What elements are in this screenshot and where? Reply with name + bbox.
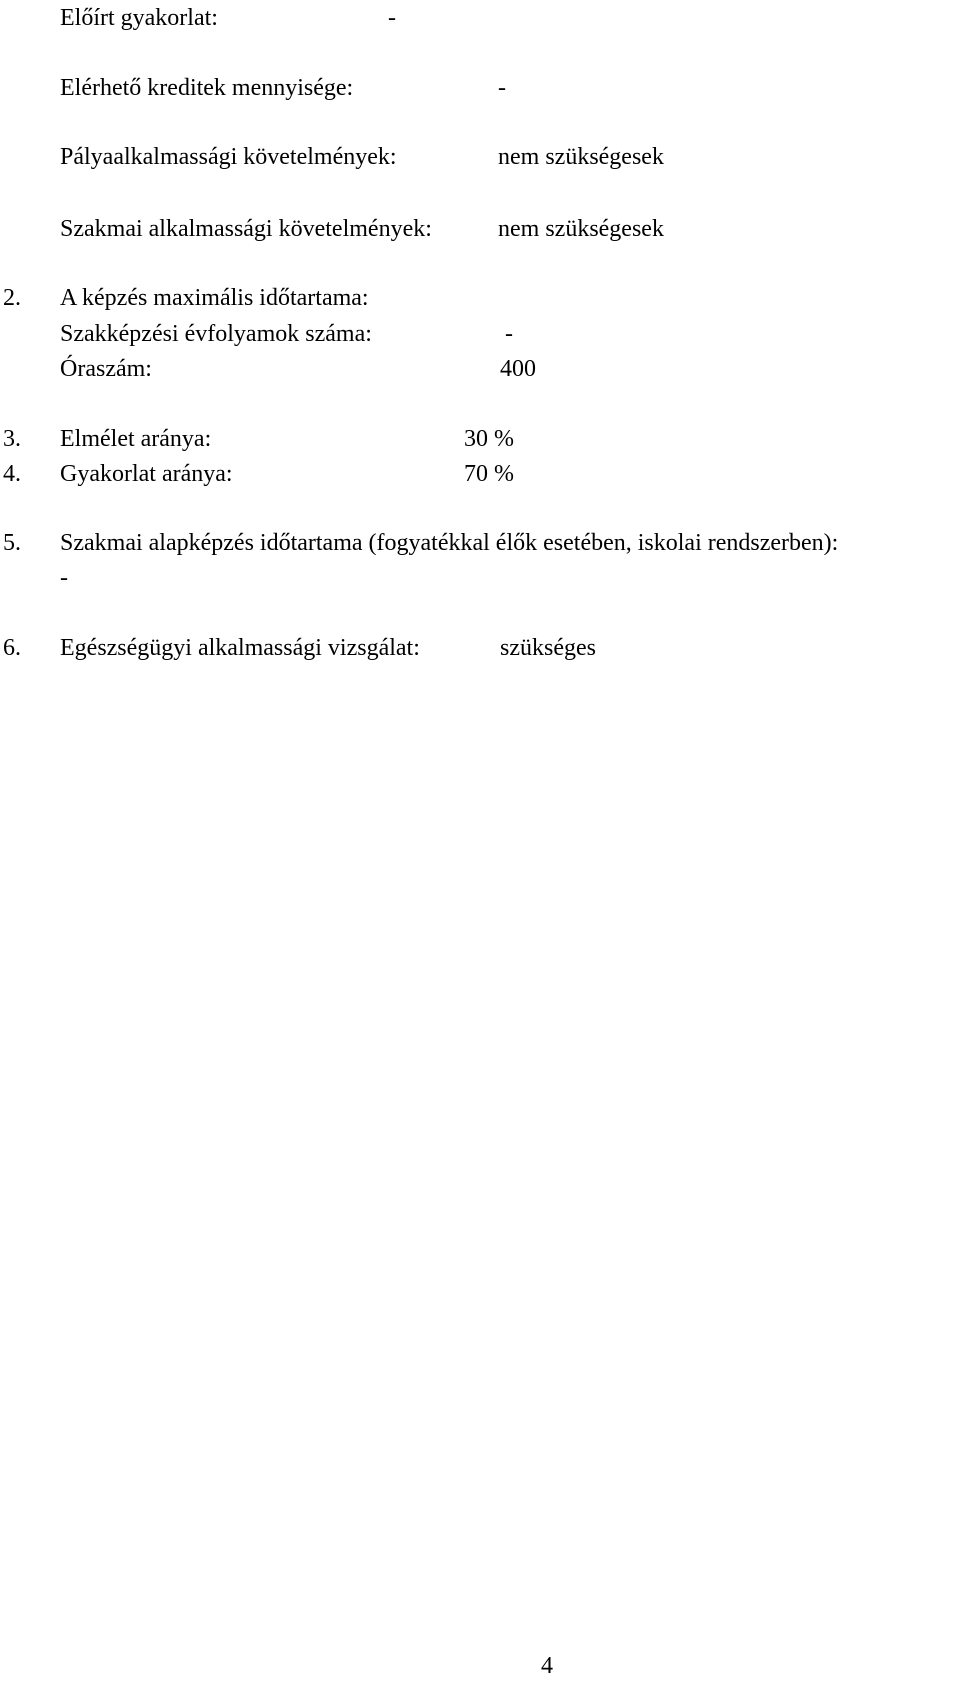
section-2-title: A képzés maximális időtartama:: [60, 285, 369, 311]
section-3-number: 3.: [3, 426, 21, 452]
alapkepzes-idotartama-label: Szakmai alapképzés időtartama (fogyatékkal élők esetében, iskolai rendszerben):: [60, 530, 839, 556]
elmelet-aranya-label: Elmélet aránya:: [60, 426, 212, 452]
evfolyamok-value: -: [505, 321, 513, 347]
evfolyamok-label: Szakképzési évfolyamok száma:: [60, 321, 372, 347]
egeszsegugyi-vizsgalat-value: szükséges: [500, 635, 596, 661]
elo-irt-gyakorlat-value: -: [388, 5, 396, 31]
szakmai-alkalmassagi-value: nem szükségesek: [498, 216, 664, 242]
section-4-number: 4.: [3, 461, 21, 487]
egeszsegugyi-vizsgalat-label: Egészségügyi alkalmassági vizsgálat:: [60, 635, 420, 661]
palyaalkalmassagi-label: Pályaalkalmassági követelmények:: [60, 144, 397, 170]
section-6-number: 6.: [3, 635, 21, 661]
gyakorlat-aranya-value: 70 %: [464, 461, 514, 487]
gyakorlat-aranya-label: Gyakorlat aránya:: [60, 461, 233, 487]
elerheto-kreditek-label: Elérhető kreditek mennyisége:: [60, 75, 354, 101]
elerheto-kreditek-value: -: [498, 75, 506, 101]
section-5-number: 5.: [3, 530, 21, 556]
szakmai-alkalmassagi-label: Szakmai alkalmassági követelmények:: [60, 216, 432, 242]
section-2-number: 2.: [3, 285, 21, 311]
elmelet-aranya-value: 30 %: [464, 426, 514, 452]
palyaalkalmassagi-value: nem szükségesek: [498, 144, 664, 170]
oraszam-value: 400: [500, 356, 536, 382]
alapkepzes-idotartama-value: -: [60, 565, 68, 591]
page-number: 4: [541, 1653, 553, 1679]
oraszam-label: Óraszám:: [60, 356, 152, 382]
elo-irt-gyakorlat-label: Előírt gyakorlat:: [60, 5, 218, 31]
